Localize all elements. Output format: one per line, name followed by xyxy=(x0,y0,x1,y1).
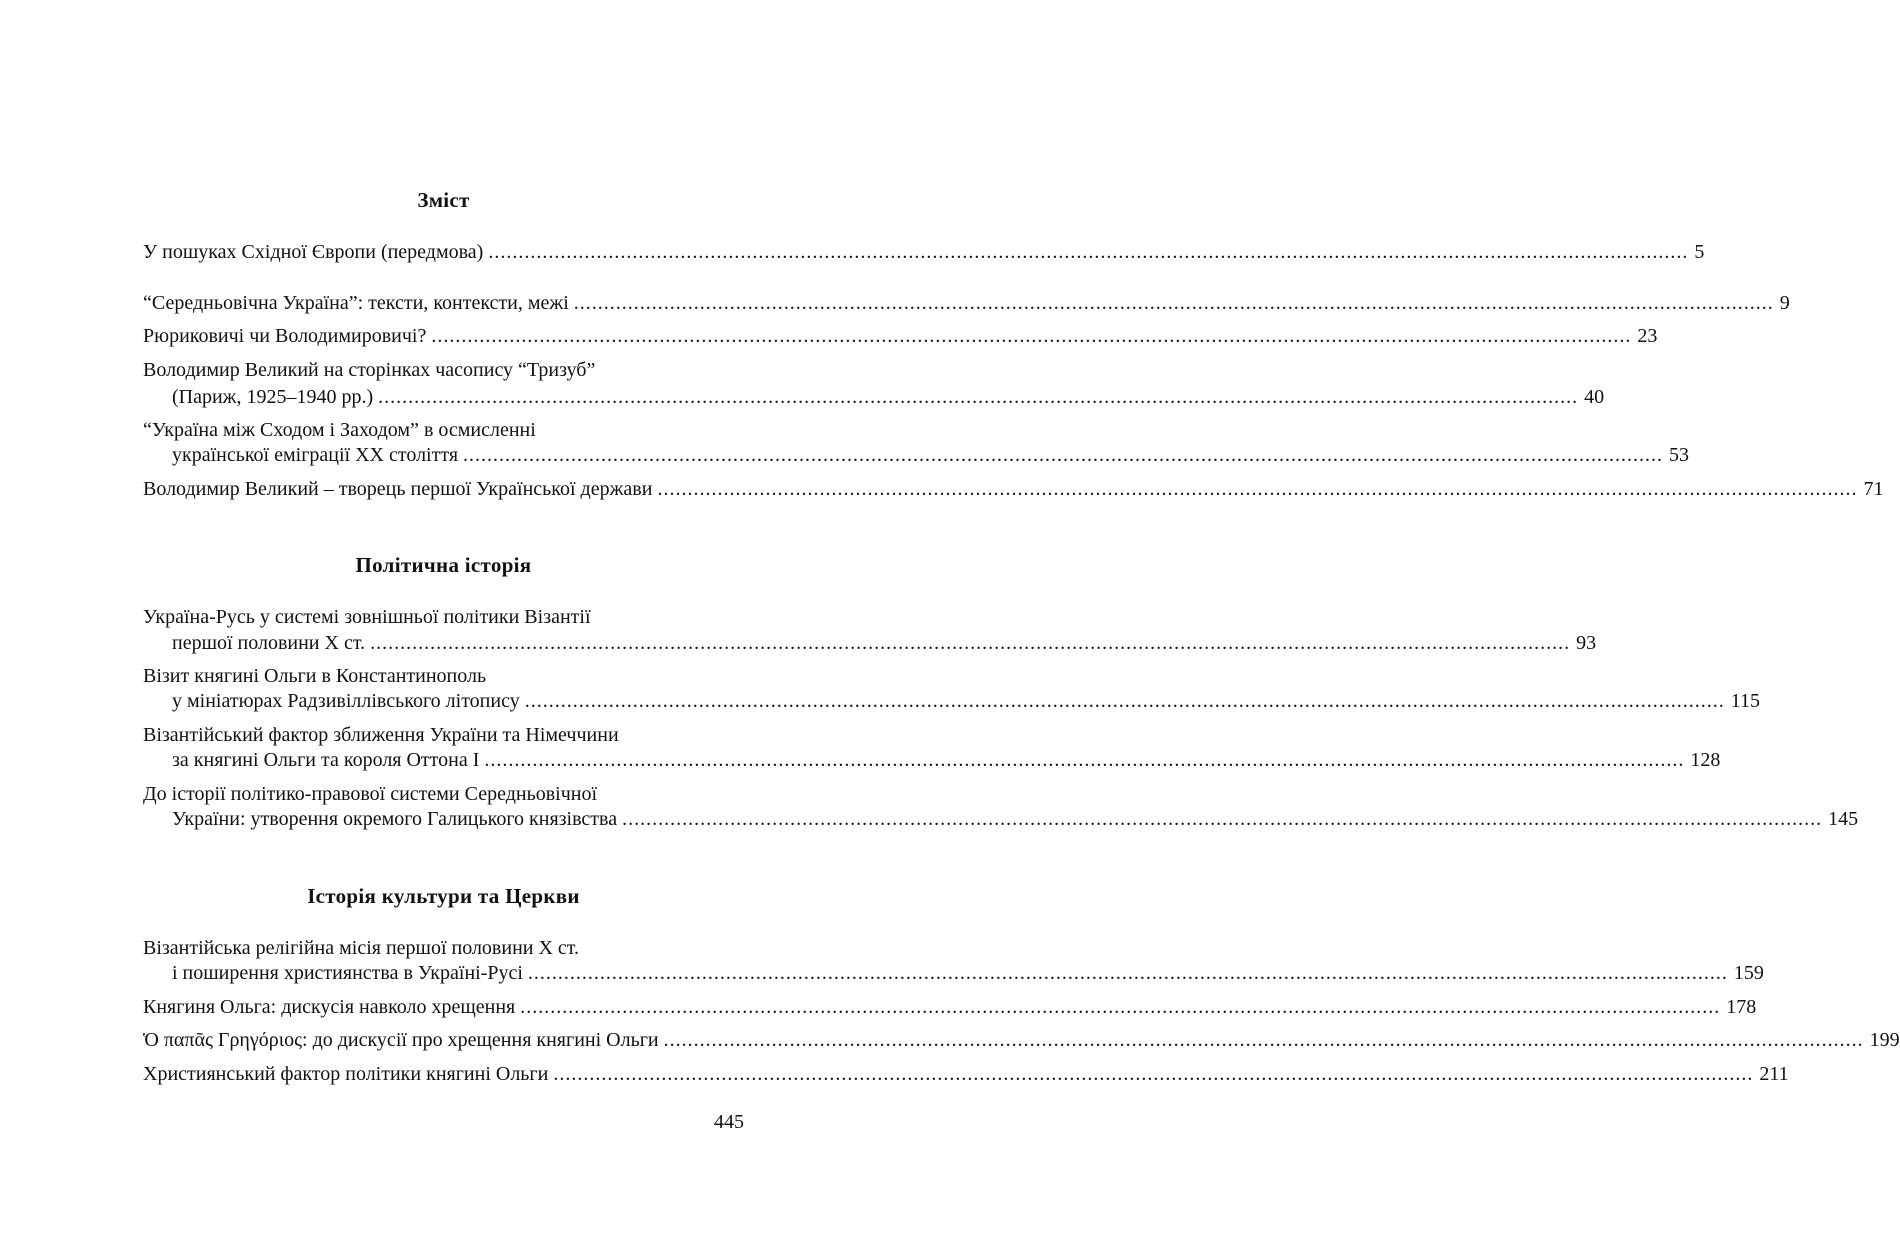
toc-entry xyxy=(143,324,1658,348)
toc-entry xyxy=(172,385,1605,409)
toc-leader-dots: ........................................................................................................................................................................................................ xyxy=(553,1063,1754,1085)
toc-entry-line: “Україна між Сходом і Заходом” в осмисленні xyxy=(143,419,536,441)
toc-entry-text: Княгиня Ольга: дискусія навколо хрещення xyxy=(143,996,516,1018)
toc-entry xyxy=(143,1028,1900,1052)
toc-entry xyxy=(143,477,1884,501)
toc-entry-text: Ὁ παπᾶς Γρηγόριος: до дискусії про хрещення княгині Ольги xyxy=(143,1029,659,1051)
toc-leader-dots: ........................................................................................................................................................................................................ xyxy=(378,386,1579,408)
toc-leader-dots: ........................................................................................................................................................................................................ xyxy=(463,444,1664,466)
toc-entry xyxy=(172,631,1597,655)
toc-entry-text: і поширення християнства в Україні-Русі xyxy=(172,962,523,984)
section-title: Історія культури та Церкви xyxy=(307,884,580,908)
toc-entry-line: До історії політико-правової системи Середньовічної xyxy=(143,783,598,805)
toc-entry xyxy=(172,748,1721,772)
toc-entry-line: Візантійська релігійна місія першої половини Х ст. xyxy=(143,937,580,959)
toc-entry xyxy=(172,807,1859,831)
toc-leader-dots: ........................................................................................................................................................................................................ xyxy=(488,241,1689,263)
toc-leader-dots: ........................................................................................................................................................................................................ xyxy=(657,478,1858,500)
toc-leader-dots: ........................................................................................................................................................................................................ xyxy=(431,325,1632,347)
toc-entry-page: 145 xyxy=(1828,808,1859,830)
toc-leader-dots: ........................................................................................................................................................................................................ xyxy=(663,1029,1864,1051)
toc-entry-text: Християнський фактор політики княгині Ольги xyxy=(143,1063,549,1085)
toc-entry-line: Візантійський фактор зближення України та Німеччини xyxy=(143,724,619,746)
toc-entry-line: Візит княгині Ольги в Константинополь xyxy=(143,665,487,687)
toc-entry-text: України: утворення окремого Галицького князівства xyxy=(172,808,618,830)
toc-entry-page: 159 xyxy=(1733,962,1764,984)
toc-leader-dots: ........................................................................................................................................................................................................ xyxy=(520,996,1721,1018)
toc-entry-page: 40 xyxy=(1584,386,1605,408)
toc-entry xyxy=(172,961,1764,985)
toc-entry-page: 199 xyxy=(1869,1029,1900,1051)
toc-entry-text: за княгині Ольги та короля Оттона І xyxy=(172,749,480,771)
toc-entry xyxy=(143,995,1757,1019)
toc-entry-line: Україна-Русь у системі зовнішньої політики Візантії xyxy=(143,606,591,628)
toc-leader-dots: ........................................................................................................................................................................................................ xyxy=(573,292,1774,314)
toc-entry-page: 53 xyxy=(1669,444,1690,466)
section-title: Політична історія xyxy=(355,553,532,577)
toc-entry-page: 211 xyxy=(1759,1063,1789,1085)
toc-entry-page: 178 xyxy=(1726,996,1757,1018)
toc-entry-text: “Середньовічна Україна”: тексти, контексти, межі xyxy=(143,292,569,314)
toc-leader-dots: ........................................................................................................................................................................................................ xyxy=(524,690,1725,712)
toc-entry-page: 115 xyxy=(1730,690,1760,712)
toc-entry-text: (Париж, 1925–1940 рр.) xyxy=(172,386,374,408)
toc-entry-page: 71 xyxy=(1863,478,1884,500)
page-number: 445 xyxy=(714,1111,744,1133)
toc-entry-text: української еміграції ХХ століття xyxy=(172,444,459,466)
toc-entry xyxy=(143,1062,1789,1086)
toc-entry-text: першої половини Х ст. xyxy=(172,632,366,654)
toc-entry-text: У пошуках Східної Європи (передмова) xyxy=(143,241,484,263)
toc-entry-text: Володимир Великий – творець першої Української держави xyxy=(143,478,653,500)
toc-entry-text: у мініатюрах Радзивіллівського літопису xyxy=(172,690,520,712)
toc-leader-dots: ........................................................................................................................................................................................................ xyxy=(484,749,1685,771)
toc-leader-dots: ........................................................................................................................................................................................................ xyxy=(527,962,1728,984)
toc-entry xyxy=(143,291,1790,315)
toc-title: Зміст xyxy=(417,188,470,212)
toc-leader-dots: ........................................................................................................................................................................................................ xyxy=(622,808,1823,830)
toc-entry xyxy=(172,689,1760,713)
toc-entry-line: Володимир Великий на сторінках часопису “Тризуб” xyxy=(143,359,596,381)
toc-entry-page: 93 xyxy=(1576,632,1597,654)
toc-entry xyxy=(172,443,1690,467)
toc-entry-text: Рюриковичі чи Володимировичі? xyxy=(143,325,427,347)
toc-entry-page: 5 xyxy=(1694,241,1705,263)
toc-entry-preface xyxy=(143,240,1705,264)
toc-entry-page: 9 xyxy=(1779,292,1790,314)
toc-leader-dots: ........................................................................................................................................................................................................ xyxy=(370,632,1571,654)
toc-entry-page: 128 xyxy=(1690,749,1721,771)
toc-entry-page: 23 xyxy=(1637,325,1658,347)
